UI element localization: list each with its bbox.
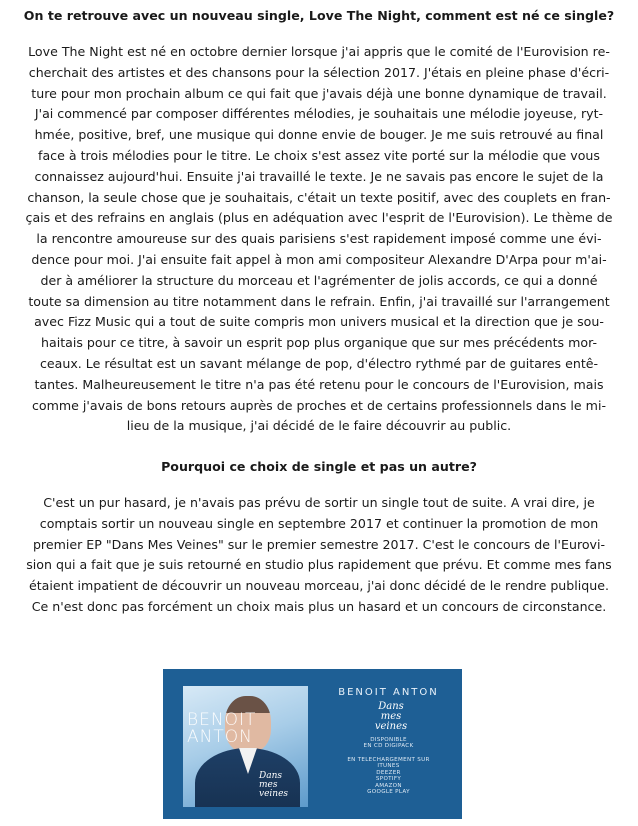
answer-line: chanson, la seule chose que je souhaitais, c'était un texte positif, avec des couplets en fran- [27,189,611,205]
answer-line: Love The Night est né en octobre dernier lorsque j'ai appris que le comité de l'Eurovision re- [28,44,610,59]
answer-line: hmée, positive, bref, une musique qui donne envie de bouger. Je me suis retrouvé au final [34,127,604,143]
availability-line: DEEZER [376,769,401,776]
album-title-word: veines [374,721,408,732]
availability-cd [321,737,456,750]
album-title-script [341,702,441,732]
cover-name-line: ANTON [187,727,253,747]
answer-line: der à améliorer la structure du morceau et l'agrémenter de jolis accords, ce qui a donné [40,272,598,288]
question-heading-2: Pourquoi ce choix de single et pas un autre? [161,459,477,474]
album-cover-banner [163,669,462,819]
cover-name-line: BENOIT [187,710,257,730]
answer-line: premier EP "Dans Mes Veines" sur le premier semestre 2017. C'est le concours de l'Eurovi- [32,536,606,552]
answer-line: comptais sortir un nouveau single en septembre 2017 et continuer la promotion de mon [39,515,599,531]
answer-line: étaient impatient de découvrir un nouveau morceau, j'ai donc décidé de le rendre publique. [28,578,610,594]
answer-paragraph-2 [0,493,638,618]
answer-line: lieu de la musique, j'ai décidé de le faire découvrir au public. [126,418,512,434]
cover-artist-name-overlay [187,712,256,746]
availability-line: EN TELECHARGEMENT SUR [347,757,430,763]
answer-line: ceaux. Le résultat est un savant mélange de pop, d'électro rythmé par de guitares entê- [39,355,599,371]
question-heading-1: On te retrouve avec un nouveau single, Love The Night, comment est né ce single? [23,8,615,23]
answer-line: haitais pour ce titre, à savoir un esprit pop plus organique que sur mes précédents mor- [41,335,597,351]
artist-name: BENOIT ANTON [338,687,439,698]
cover-title-word: Dans [259,771,282,781]
answer-line: ture pour mon prochain album ce qui fait que j'avais déjà une bonne dynamique de travail. [31,85,607,101]
answer-line: Ce n'est donc pas forcément un choix mais plus un hasard et un concours de circonstance. [31,598,607,614]
album-cover-photo [183,686,308,807]
availability-download [321,757,456,795]
availability-line: GOOGLE PLAY [367,789,410,796]
answer-line: cherchait des artistes et des chansons pour la sélection 2017. J'étais en pleine phase d'écri- [28,64,610,80]
availability-line: ITUNES [377,763,400,770]
answer-line: sion qui a fait que je suis retourné en studio plus rapidement que prévu. Et comme mes fans [26,557,612,573]
answer-line: avec Fizz Music qui a tout de suite compris mon univers musical et la direction que je sou- [34,314,604,330]
answer-line: connaissez aujourd'hui. Ensuite j'ai travaillé le texte. Je ne savais pas encore le sujet de la [34,168,604,184]
answer-line: C'est un pur hasard, je n'avais pas prévu de sortir un single tout de suite. A vrai dire, je [43,495,595,510]
availability-line: SPOTIFY [375,776,402,783]
answer-line: dence pour moi. J'ai ensuite fait appel à mon ami compositeur Alexandre D'Arpa pour m'ai- [31,251,607,267]
album-title-word: Dans [378,701,404,712]
availability-line: AMAZON [375,782,402,789]
answer-line: tantes. Malheureusement le titre n'a pas été retenu pour le concours de l'Eurovision, mais [34,376,604,392]
availability-line: DISPONIBLE [370,737,407,743]
cover-title-word: veines [259,789,289,799]
answer-line: comme j'avais de bons retours auprès de proches et de certains professionnels dans le mi- [32,397,606,413]
answer-line: la rencontre amoureuse sur des quais parisiens s'est rapidement imposé comme une évi- [36,231,602,247]
answer-line: çais et des refrains en anglais (plus en adéquation avec l'esprit de l'Eurovision). Le thème de [25,210,613,226]
cover-title-script-small [259,772,288,799]
cover-title-word: mes [259,780,278,790]
availability-line: EN CD DIGIPACK [363,743,414,750]
answer-line: face à trois mélodies pour le titre. Le choix s'est assez vite porté sur la mélodie que vous [38,147,600,163]
answer-line: J'ai commencé par composer différentes mélodies, je souhaitais une mélodie joyeuse, ryt- [34,106,604,122]
answer-paragraph-1 [0,42,638,437]
album-title-word: mes [380,711,402,722]
answer-line: toute sa dimension au titre notamment dans le refrain. Enfin, j'ai travaillé sur l'arrangement [28,293,610,309]
